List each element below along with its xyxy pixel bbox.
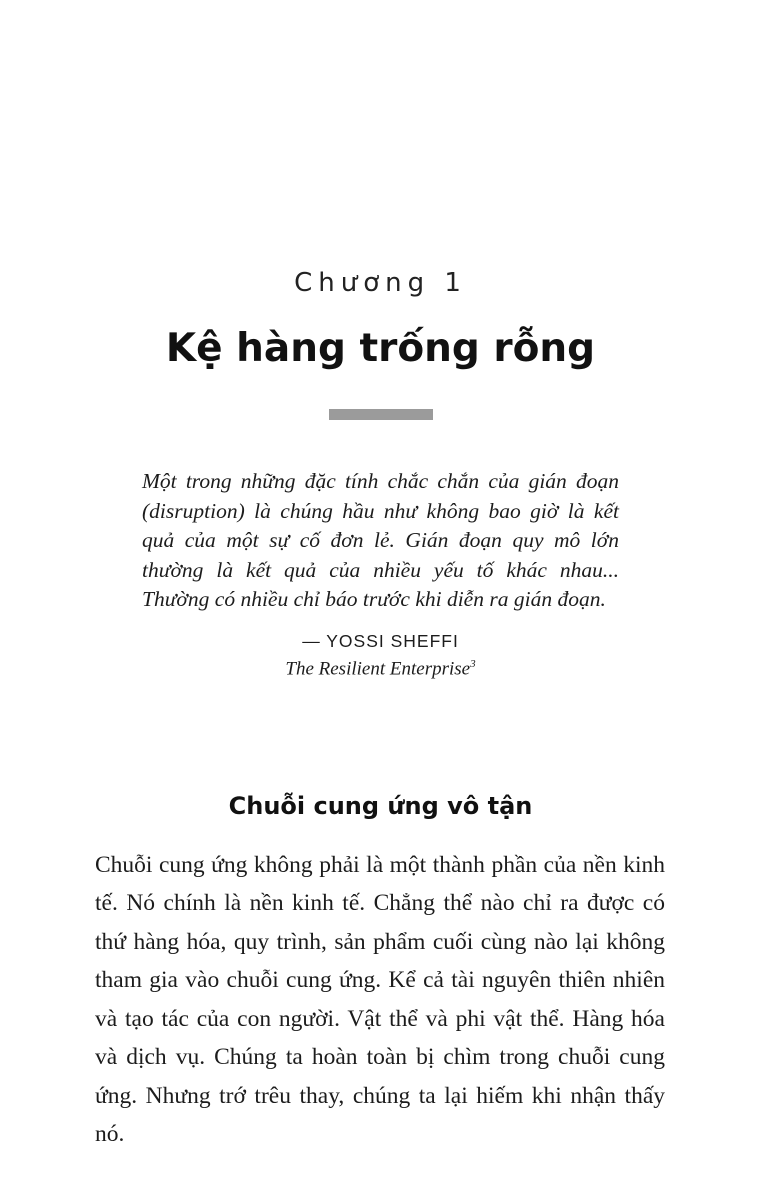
epigraph-quote: Một trong những đặc tính chắc chắn của gián đoạn (disruption) là chúng hầu như không bao giờ là kết quả của một sự cố đơn lẻ. Gián đoạn quy mô lớn thường là kết quả của nhiều yếu tố khác nhau... Thường có nhiều chỉ báo trước khi diễn ra gián đoạn. [142,469,619,611]
divider-container [0,407,761,425]
chapter-label: Chương 1 [294,268,467,298]
epigraph-attribution: — YOSSI SHEFFI [302,630,459,651]
divider-bar [329,409,433,420]
epigraph-source-title: The Resilient Enterprise [285,657,471,679]
section-heading: Chuỗi cung ứng vô tận [228,791,533,820]
epigraph-source-footnote-marker: 3 [470,657,476,670]
chapter-title: Kệ hàng trống rỗng [165,326,596,371]
epigraph-source [0,658,761,680]
body-paragraph: Chuỗi cung ứng không phải là một thành phần của nền kinh tế. Nó chính là nền kinh tế. Chẳng thể nào chỉ ra được có thứ hàng hóa, quy trình, sản phẩm cuối cùng nào lại không tham gia vào chuỗi cung ứng. Kể cả tài nguyên thiên nhiên và tạo tác của con người. Vật thể và phi vật thể. Hàng hóa và dịch vụ. Chúng ta hoàn toàn bị chìm trong chuỗi cung ứng. Nhưng trớ trêu thay, chúng ta lại hiếm khi nhận thấy nó. [95,851,665,1148]
